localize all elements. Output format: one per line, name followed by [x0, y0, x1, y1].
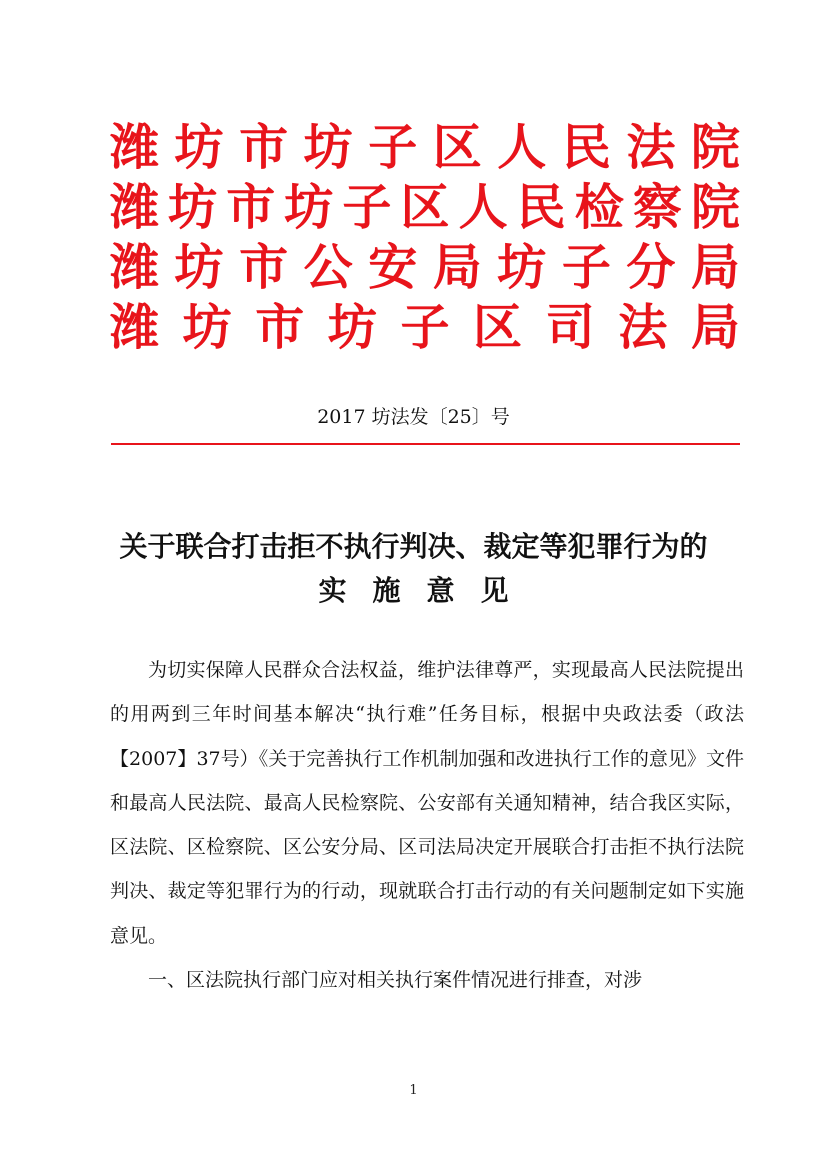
issuer-character: 坊	[182, 299, 232, 356]
issuer-character: 坊	[168, 179, 218, 236]
issuer-character: 安	[368, 239, 418, 296]
issuer-character: 法	[618, 299, 668, 356]
issuer-character: 民	[561, 119, 611, 176]
issuer-character: 潍	[110, 119, 160, 176]
issuer-character: 坊	[497, 239, 547, 296]
red-separator-line	[111, 443, 740, 445]
issuer-character: 坊	[303, 119, 353, 176]
issuer-character: 司	[545, 299, 595, 356]
issuer-character: 坊	[284, 179, 334, 236]
issuer-character: 坊	[174, 119, 224, 176]
issuer-character: 检	[574, 179, 624, 236]
issuer-character: 区	[400, 179, 450, 236]
issuer-justice-bureau	[110, 298, 740, 358]
document-title	[0, 525, 827, 613]
body-paragraph-2: 一、区法院执行部门应对相关执行案件情况进行排查，对涉	[148, 969, 643, 992]
issuer-procuratorate	[110, 178, 740, 238]
issuer-character: 局	[690, 239, 740, 296]
issuer-character: 民	[516, 179, 566, 236]
body-paragraph-1: 为切实保障人民群众合法权益，维护法律尊严，实现最高人民法院提出的用两到三年时间基本解决“执行难”任务目标，根据中央政法委（政法【2007】37号）《关于完善执行工作机制加强和改进执行工作的意见》文件和最高人民法院、最高人民检察院、公安部有关通知精神，结合我区实际，区法院、区检察院、区公安分局、区司法局决定开展联合打击拒不执行法院判决、裁定等犯罪行为的行动，现就联合打击行动的有关问题制定如下实施意见。	[110, 659, 744, 947]
issuer-character: 子	[368, 119, 418, 176]
document-body	[110, 648, 744, 1002]
issuer-character: 院	[690, 119, 740, 176]
issuer-character: 局	[432, 239, 482, 296]
issuer-character: 区	[432, 119, 482, 176]
document-number: 2017 坊法发〔25〕号	[317, 406, 510, 428]
issuer-character: 区	[473, 299, 523, 356]
issuer-header	[110, 118, 740, 358]
issuer-character: 市	[226, 179, 276, 236]
issuer-character: 法	[626, 119, 676, 176]
page-number: 1	[409, 1083, 418, 1098]
issuer-character: 子	[342, 179, 392, 236]
issuer-character: 坊	[174, 239, 224, 296]
document-title-line-1: 关于联合打击拒不执行判决、裁定等犯罪行为的	[119, 530, 708, 563]
issuer-character: 人	[458, 179, 508, 236]
issuer-character: 分	[626, 239, 676, 296]
issuer-public-security	[110, 238, 740, 298]
issuer-character: 市	[239, 119, 289, 176]
issuer-character: 市	[255, 299, 305, 356]
issuer-character: 公	[303, 239, 353, 296]
issuer-character: 潍	[110, 179, 160, 236]
issuer-character: 坊	[327, 299, 377, 356]
issuer-character: 潍	[110, 239, 160, 296]
issuer-character: 察	[632, 179, 682, 236]
issuer-character: 子	[561, 239, 611, 296]
issuer-character: 子	[400, 299, 450, 356]
issuer-character: 人	[497, 119, 547, 176]
issuer-character: 局	[690, 299, 740, 356]
issuer-court	[110, 118, 740, 178]
issuer-character: 市	[239, 239, 289, 296]
issuer-character: 潍	[110, 299, 160, 356]
document-title-line-2: 实施意见	[318, 574, 535, 607]
issuer-character: 院	[690, 179, 740, 236]
